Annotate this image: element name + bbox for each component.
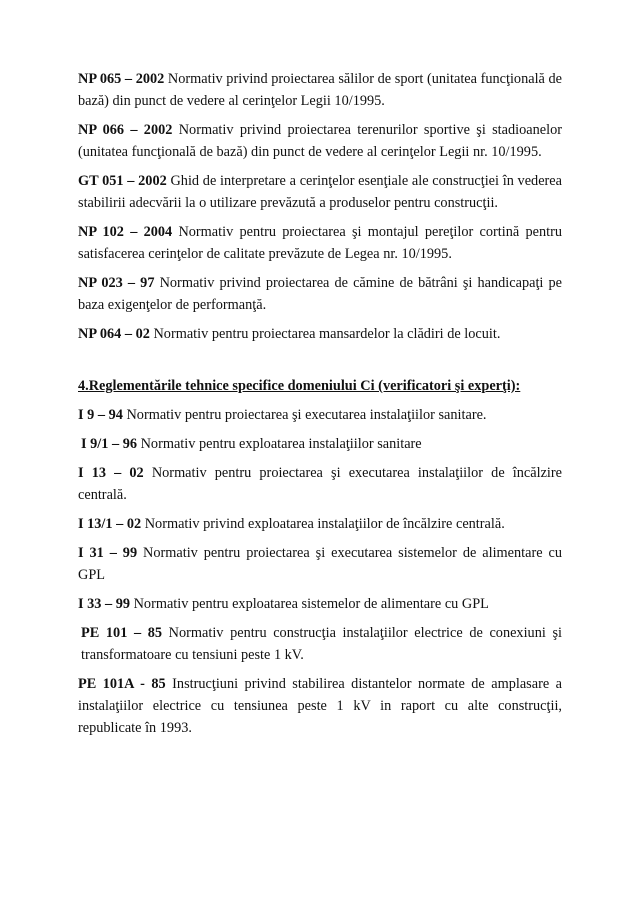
regulation-entry <box>78 272 562 316</box>
document-page <box>78 68 562 746</box>
regulation-description: Normativ privind proiectarea sălilor de sport (unitatea funcţională de bază) din punct de vedere al cerinţelor Legii 10/1995. <box>78 71 563 109</box>
regulation-entry <box>78 119 562 163</box>
section-heading: 4.Reglementările tehnice specifice domeniului Ci (verificatori şi experţi): <box>78 378 521 394</box>
regulation-entry <box>78 593 562 615</box>
regulation-entry <box>78 68 562 112</box>
regulation-description: Normativ pentru proiectarea şi montajul pereţilor cortină pentru satisfacerea cerinţelor de calitate prevăzute de Legea nr. 10/1995. <box>78 224 562 262</box>
regulation-description: Normativ privind proiectarea terenurilor sportive şi stadioanelor (unitatea funcţională de bază) din punct de vedere al cerinţelor Legii nr. 10/1995. <box>78 122 562 160</box>
regulation-code: NP 102 – 2004 <box>78 224 173 240</box>
regulation-description: Normativ pentru exploatarea sistemelor de alimentare cu GPL <box>130 596 489 612</box>
regulation-code: PE 101 – 85 <box>81 625 163 641</box>
regulation-description: Normativ pentru proiectarea şi executarea sistemelor de alimentare cu GPL <box>78 545 563 583</box>
regulation-code: I 9 – 94 <box>78 407 123 423</box>
regulation-description: Normativ pentru proiectarea şi executarea instalaţiilor sanitare. <box>122 407 487 423</box>
regulation-description: Normativ pentru construcţia instalaţiilor electrice de conexiuni şi transformatoare cu tensiuni peste 1 kV. <box>81 625 562 663</box>
regulation-entry <box>78 542 562 586</box>
regulation-description: Instrucţiuni privind stabilirea distantelor normate de amplasare a instalaţiilor electrice cu tensiunea peste 1 kV in raport cu alte construcţii, republicate în 1993. <box>78 676 563 736</box>
regulation-entry <box>78 323 562 345</box>
regulation-entry <box>78 513 562 535</box>
regulation-code: I 33 – 99 <box>78 596 131 612</box>
regulation-description: Normativ pentru proiectarea şi executarea instalaţiilor de încălzire centrală. <box>78 465 562 503</box>
regulation-description: Normativ pentru proiectarea mansardelor la clădiri de locuit. <box>149 326 501 342</box>
regulation-code: NP 065 – 2002 <box>78 71 165 87</box>
regulation-code: GT 051 – 2002 <box>78 173 167 189</box>
regulation-description: Ghid de interpretare a cerinţelor esenţiale ale construcţiei în vederea stabilirii adecvării la o utilizare prevăzută a produselor pentru construcţii. <box>78 173 563 211</box>
regulation-entry <box>78 433 562 455</box>
regulation-description: Normativ privind proiectarea de cămine de bătrâni şi handicapaţi pe baza exigenţelor de performanţă. <box>78 275 562 313</box>
regulation-code: PE 101A - 85 <box>78 676 166 692</box>
regulation-entry <box>78 404 562 426</box>
regulation-entry <box>78 170 562 214</box>
regulation-code: NP 066 – 2002 <box>78 122 173 138</box>
regulation-entry <box>78 462 562 506</box>
regulation-description: Normativ pentru exploatarea instalaţiilor sanitare <box>137 436 422 452</box>
regulation-description: Normativ privind exploatarea instalaţiilor de încălzire centrală. <box>141 516 505 532</box>
regulation-code: I 13/1 – 02 <box>78 516 142 532</box>
regulation-entry <box>78 673 562 739</box>
regulation-code: I 31 – 99 <box>78 545 138 561</box>
regulation-entry <box>78 622 562 666</box>
regulation-code: NP 023 – 97 <box>78 275 155 291</box>
regulation-code: I 9/1 – 96 <box>81 436 138 452</box>
regulation-code: NP 064 – 02 <box>78 326 150 342</box>
regulation-code: I 13 – 02 <box>78 465 144 481</box>
regulation-entry <box>78 221 562 265</box>
